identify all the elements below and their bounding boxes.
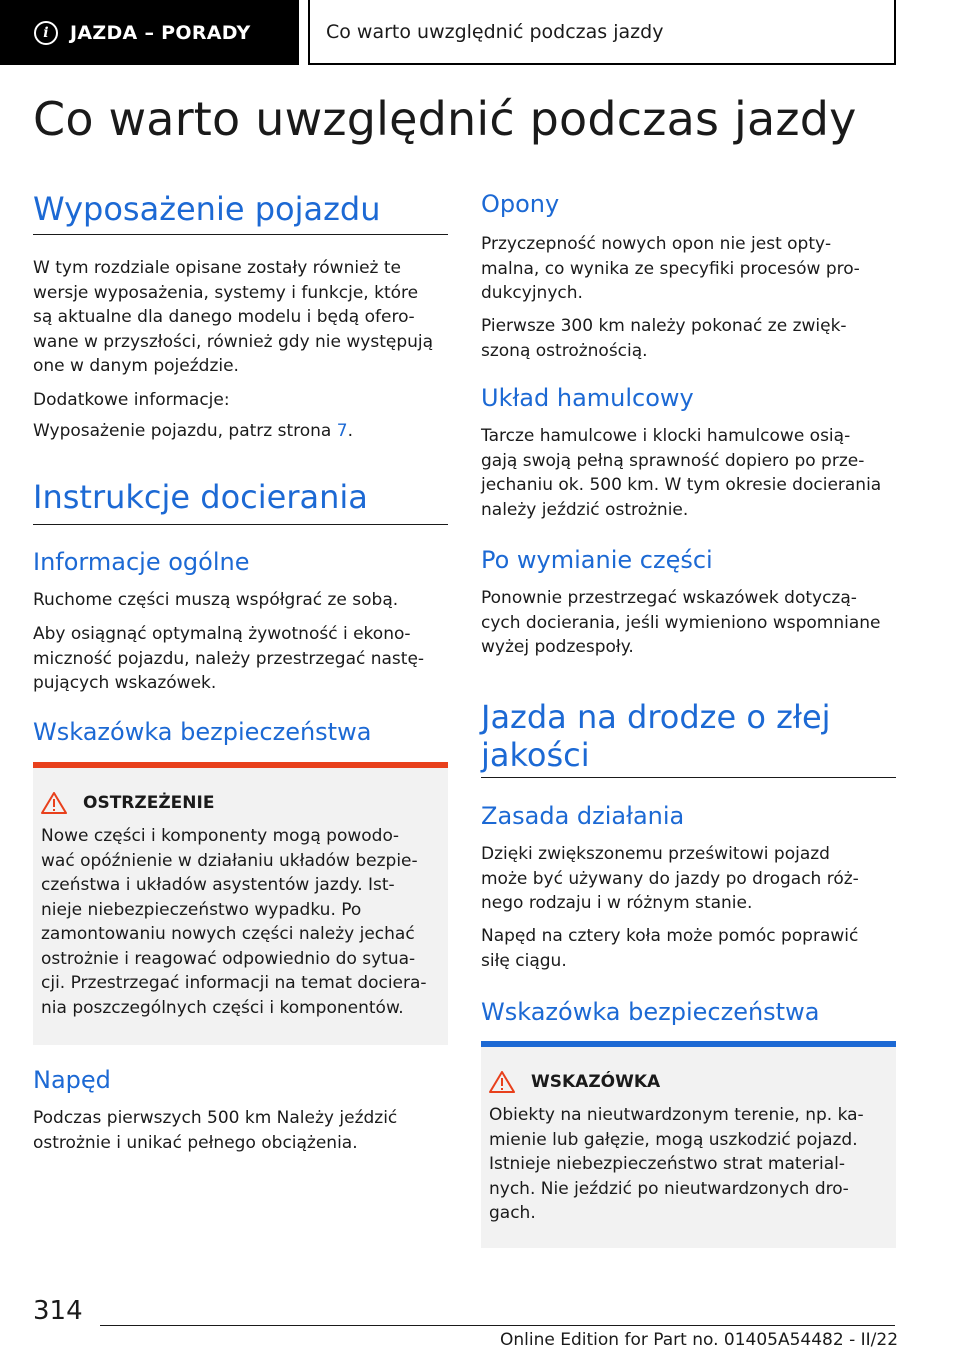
text-line: Napęd na cztery koła może pomóc poprawić	[481, 926, 859, 946]
text-line: nieje niebezpieczeństwo wypadku. Po	[41, 899, 362, 920]
text-line: mienie lub gałęzie, mogą uszkodzić pojazd.	[489, 1129, 858, 1150]
divider	[481, 777, 896, 778]
notice-box	[481, 1041, 896, 1248]
header-section-label: JAZDA – PORADY	[70, 21, 251, 44]
paragraph-brakes	[481, 424, 896, 522]
header-chapter-label: Co warto uwzględnić podczas jazdy	[326, 20, 664, 43]
notice-title	[489, 1071, 660, 1093]
text-line: nego rodzaju i w różnym stanie.	[481, 893, 753, 913]
heading-principle: Zasada działania	[481, 802, 685, 830]
text-line: Dzięki zwiększonemu prześwitowi pojazd	[481, 844, 830, 864]
text-line: są aktualne dla danego modelu i będą ofero‐	[33, 307, 415, 327]
text-line: wyżej podzespoły.	[481, 637, 634, 657]
reference-end: .	[347, 421, 353, 441]
divider	[33, 234, 448, 235]
text-line: pujących wskazówek.	[33, 673, 217, 693]
text-line: miczność pojazdu, należy przestrzegać nastę‐	[33, 648, 425, 669]
text-line: gają swoją pełną sprawność dopiero po prze‐	[481, 450, 865, 471]
text-line: gach.	[489, 1203, 536, 1223]
text-line: Pierwsze 300 km należy pokonać ze zwięk‐	[481, 316, 847, 336]
text-line: Nowe części i komponenty mogą powodo‐	[41, 826, 399, 846]
heading-line: Jazda na drodze o złej	[481, 698, 831, 736]
heading-equipment: Wyposażenie pojazdu	[33, 190, 381, 228]
paragraph-tyres-grip	[481, 232, 896, 306]
text-line: one w danym pojeździe.	[33, 356, 239, 376]
paragraph-moving-parts: Ruchome części muszą współgrać ze sobą.	[33, 590, 399, 610]
text-line: należy jeździć ostrożnie.	[481, 499, 689, 520]
warning-triangle-icon	[489, 1071, 515, 1093]
paragraph-drive	[33, 1106, 448, 1155]
footer-divider	[100, 1325, 895, 1326]
header-chapter-tab	[308, 0, 896, 65]
paragraph-lifespan	[33, 622, 448, 696]
text-line: zamontowaniu nowych części należy jechać	[41, 924, 415, 944]
text-line: cji. Przestrzegać informacji na temat dociera‐	[41, 973, 427, 993]
text-line: Przyczepność nowych opon nie jest opty‐	[481, 234, 832, 254]
heading-safety-note: Wskazówka bezpieczeństwa	[33, 718, 372, 746]
text-line: czeństwa i układów asystentów jazdy. Ist‐	[41, 875, 395, 895]
warning-label: OSTRZEŻENIE	[83, 793, 215, 813]
text-line: może być używany do jazdy po drogach róż‐	[481, 868, 859, 889]
text-line: cych docierania, jeśli wymieniono wspomniane	[481, 612, 881, 633]
text-line: ostrożnie i reagować odpowiednio do sytua‐	[41, 948, 416, 969]
paragraph-clearance	[481, 842, 896, 916]
heading-general-info: Informacje ogólne	[33, 548, 250, 576]
text-line: siłę ciągu.	[481, 950, 567, 971]
heading-tyres: Opony	[481, 190, 560, 218]
paragraph-tyres-300km	[481, 314, 896, 363]
warning-triangle-icon	[41, 792, 67, 814]
reference-text: Wyposażenie pojazdu, patrz strona	[33, 421, 337, 441]
heading-parts-replacement: Po wymianie części	[481, 546, 713, 574]
text-line: jechaniu ok. 500 km. W tym okresie docierania	[481, 475, 882, 495]
heading-line: jakości	[481, 736, 590, 774]
notice-text	[489, 1103, 884, 1226]
text-line: W tym rozdziale opisane zostały również te	[33, 258, 401, 278]
page-link[interactable]: 7	[336, 421, 348, 441]
paragraph-equipment	[33, 256, 448, 379]
paragraph-parts	[481, 586, 896, 660]
text-line: Obiekty na nieutwardzonym terenie, np. ka‐	[489, 1105, 864, 1125]
info-icon: i	[34, 21, 58, 45]
warning-title	[41, 792, 214, 814]
equipment-reference	[33, 419, 448, 444]
text-line: szoną ostrożnością.	[481, 340, 648, 361]
text-line: malna, co wynika ze specyfiki procesów pro‐	[481, 258, 860, 279]
page-number: 314	[33, 1296, 83, 1326]
warning-text	[41, 824, 436, 1020]
notice-label: WSKAZÓWKA	[531, 1072, 661, 1092]
text-line: dukcyjnych.	[481, 283, 583, 303]
text-line: wane w przyszłości, również gdy nie występują	[33, 331, 434, 352]
text-line: Podczas pierwszych 500 km Należy jeździć	[33, 1108, 398, 1128]
text-line: Aby osiągnąć optymalną żywotność i ekono‐	[33, 624, 411, 644]
heading-drive: Napęd	[33, 1066, 111, 1094]
text-line: Tarcze hamulcowe i klocki hamulcowe osią‐	[481, 426, 851, 446]
heading-rough-roads	[481, 698, 831, 774]
text-line: wersje wyposażenia, systemy i funkcje, które	[33, 282, 419, 303]
more-info-label: Dodatkowe informacje:	[33, 390, 230, 410]
text-line: wać opóźnienie w działaniu układów bezpie‐	[41, 850, 418, 871]
heading-safety-note: Wskazówka bezpieczeństwa	[481, 998, 820, 1026]
header-section-tab	[0, 0, 299, 65]
notice-bar	[481, 1041, 896, 1047]
text-line: Istnieje niebezpieczeństwo strat material‐	[489, 1154, 846, 1174]
page-title: Co warto uwzględnić podczas jazdy	[33, 92, 857, 146]
text-line: Ponownie przestrzegać wskazówek dotyczą‐	[481, 588, 857, 608]
paragraph-4wd	[481, 924, 896, 973]
text-line: nych. Nie jeździć po nieutwardzonych dro‐	[489, 1178, 849, 1199]
warning-box	[33, 762, 448, 1045]
text-line: nia poszczególnych części i komponentów.	[41, 997, 404, 1018]
heading-brakes: Układ hamulcowy	[481, 384, 694, 412]
divider	[33, 524, 448, 525]
heading-breakin: Instrukcje docierania	[33, 478, 368, 516]
text-line: ostrożnie i unikać pełnego obciążenia.	[33, 1132, 358, 1153]
warning-bar	[33, 762, 448, 768]
footer-edition: Online Edition for Part no. 01405A54482 - II/22	[500, 1330, 899, 1350]
